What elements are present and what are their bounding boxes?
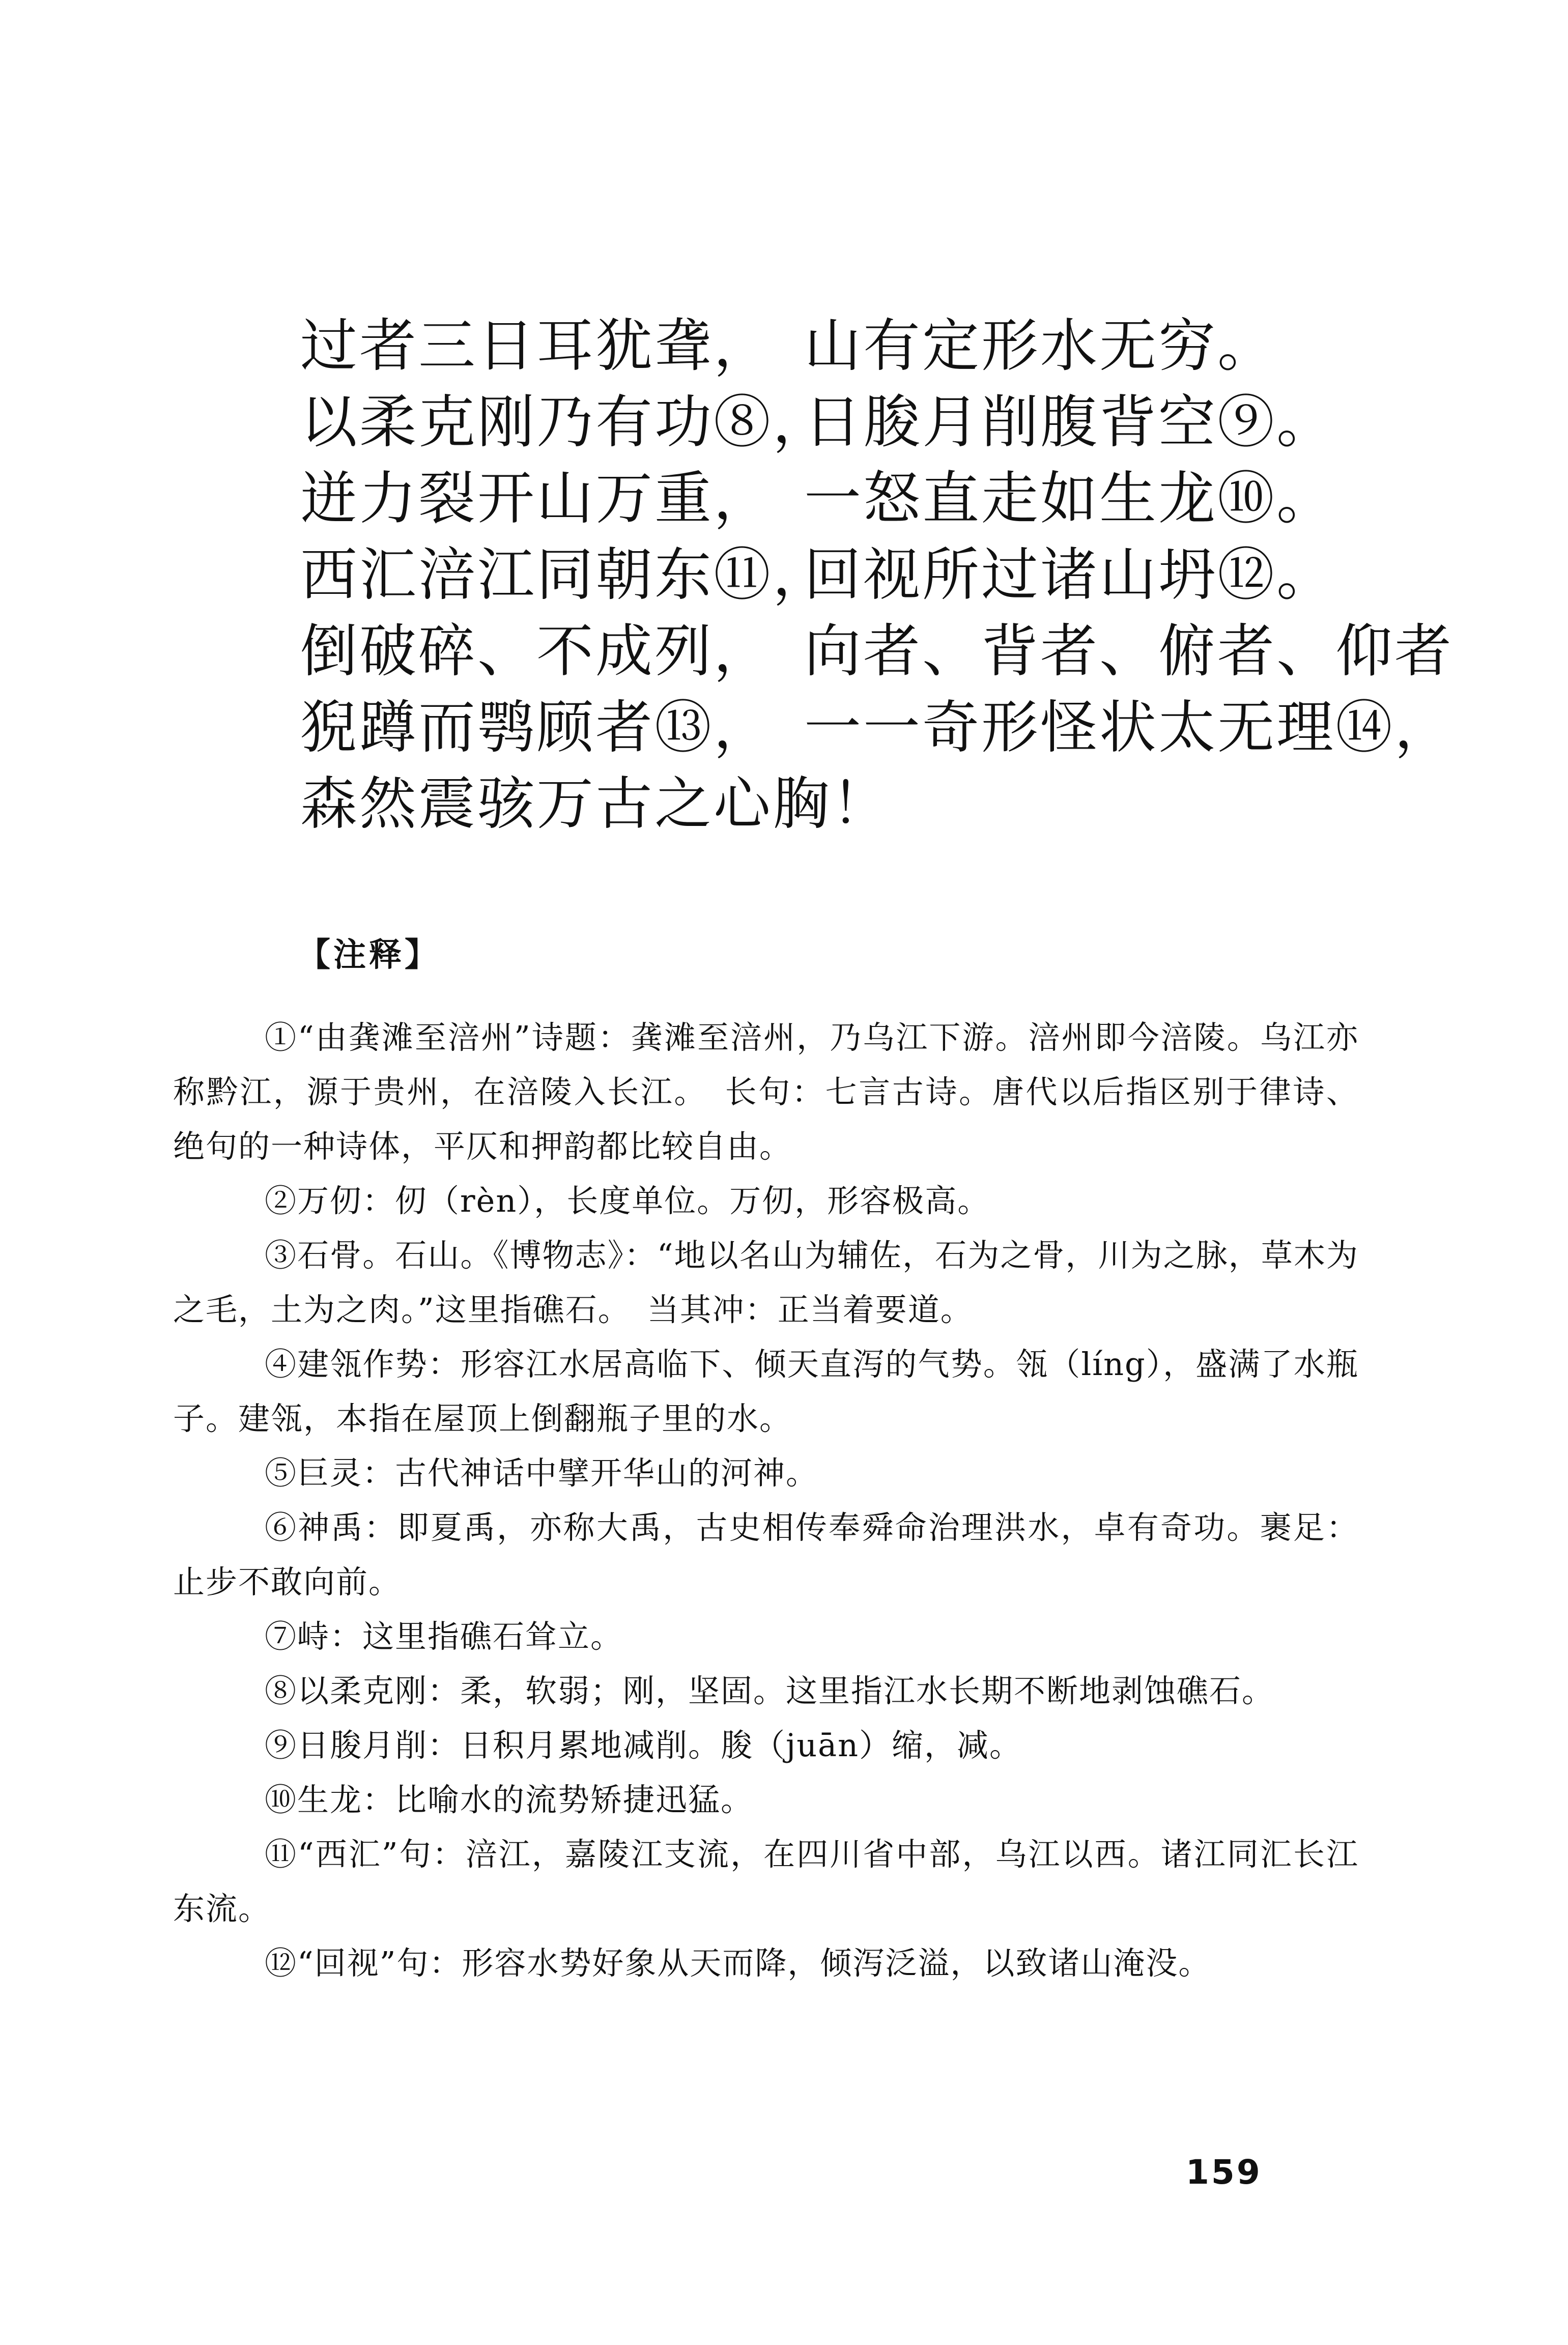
- note-item: ②万仞：仞（rèn），长度单位。万仞，形容极高。: [265, 1182, 990, 1219]
- note-item: ⑥神禹：即夏禹，亦称大禹，古史相传奉舜命治理洪水，卓有奇功。裹足：止步不敢向前。: [173, 1509, 1359, 1600]
- note-item: ⑩生龙：比喻水的流势矫捷迅猛。: [265, 1781, 754, 1818]
- note-item: ⑧以柔克刚：柔，软弱；刚，坚固。这里指江水长期不断地剥蚀礁石。: [265, 1672, 1275, 1709]
- poem-line-second-half: 一怒直走如生龙⑩。: [804, 466, 1335, 532]
- poem-line-second-half: 日朘月削腹背空⑨。: [804, 389, 1335, 455]
- poem-line: [300, 766, 1420, 842]
- poem-line: [300, 690, 1453, 766]
- note-item: ⑦峙：这里指礁石耸立。: [265, 1618, 623, 1655]
- poem-line-first-half: 猊蹲而鹗顾者⑬，: [300, 695, 773, 761]
- poem-line-first-half: 过者三日耳犹聋，: [300, 313, 773, 379]
- poem-line-first-half: 以柔克刚乃有功⑧，: [300, 389, 832, 455]
- poem-line-second-half: 向者、背者、俯者、仰者: [804, 618, 1453, 684]
- page-number: 159: [1186, 2153, 1262, 2192]
- poem-line: [300, 461, 1420, 537]
- note-item: ①“由龚滩至涪州”诗题：龚滩至涪州，乃乌江下游。涪州即今涪陵。乌江亦称黔江，源于贵州，在涪陵入长江。 长句：七言古诗。唐代以后指区别于律诗、绝句的一种诗体，平仄和押韵都比较自由。: [173, 1019, 1359, 1165]
- poem-line: [300, 308, 1420, 384]
- note-item: ⑫“回视”句：形容水势好象从天而降，倾泻泛溢，以致诸山淹没。: [265, 1944, 1211, 1982]
- poem-line-first-half: 倒破碎、不成列，: [300, 618, 773, 684]
- note-item: ④建瓴作势：形容江水居高临下、倾天直泻的气势。瓴（líng），盛满了水瓶子。建瓴，本指在屋顶上倒翻瓶子里的水。: [173, 1346, 1359, 1437]
- poem-line-first-half: 迸力裂开山万重，: [300, 466, 773, 532]
- notes-list: [173, 1010, 1359, 1990]
- note-item: ⑪“西汇”句：涪江，嘉陵江支流，在四川省中部，乌江以西。诸江同汇长江东流。: [173, 1836, 1359, 1927]
- notes-heading: 【注释】: [298, 936, 440, 974]
- poem-line-second-half: 一一奇形怪状太无理⑭，: [804, 695, 1453, 761]
- note-item: ⑨日朘月削：日积月累地减削。朘（juān）缩，减。: [265, 1727, 1022, 1764]
- poem-line: [300, 384, 1420, 461]
- note-item: ⑤巨灵：古代神话中擘开华山的河神。: [265, 1454, 819, 1492]
- poem-line-second-half: 回视所过诸山坍⑫。: [804, 542, 1335, 608]
- poem-line: [300, 613, 1453, 690]
- note-item: ③石骨。石山。《博物志》：“地以名山为辅佐，石为之骨，川为之脉，草木为之毛，土为之肉。”这里指礁石。 当其冲：正当着要道。: [173, 1237, 1359, 1328]
- poem-block: [300, 308, 1453, 842]
- poem-line-second-half: 山有定形水无穷。: [804, 313, 1276, 379]
- poem-line-first-half: 森然震骇万古之心胸！: [300, 771, 891, 837]
- poem-line-first-half: 西汇涪江同朝东⑪，: [300, 542, 832, 608]
- poem-line: [300, 537, 1420, 613]
